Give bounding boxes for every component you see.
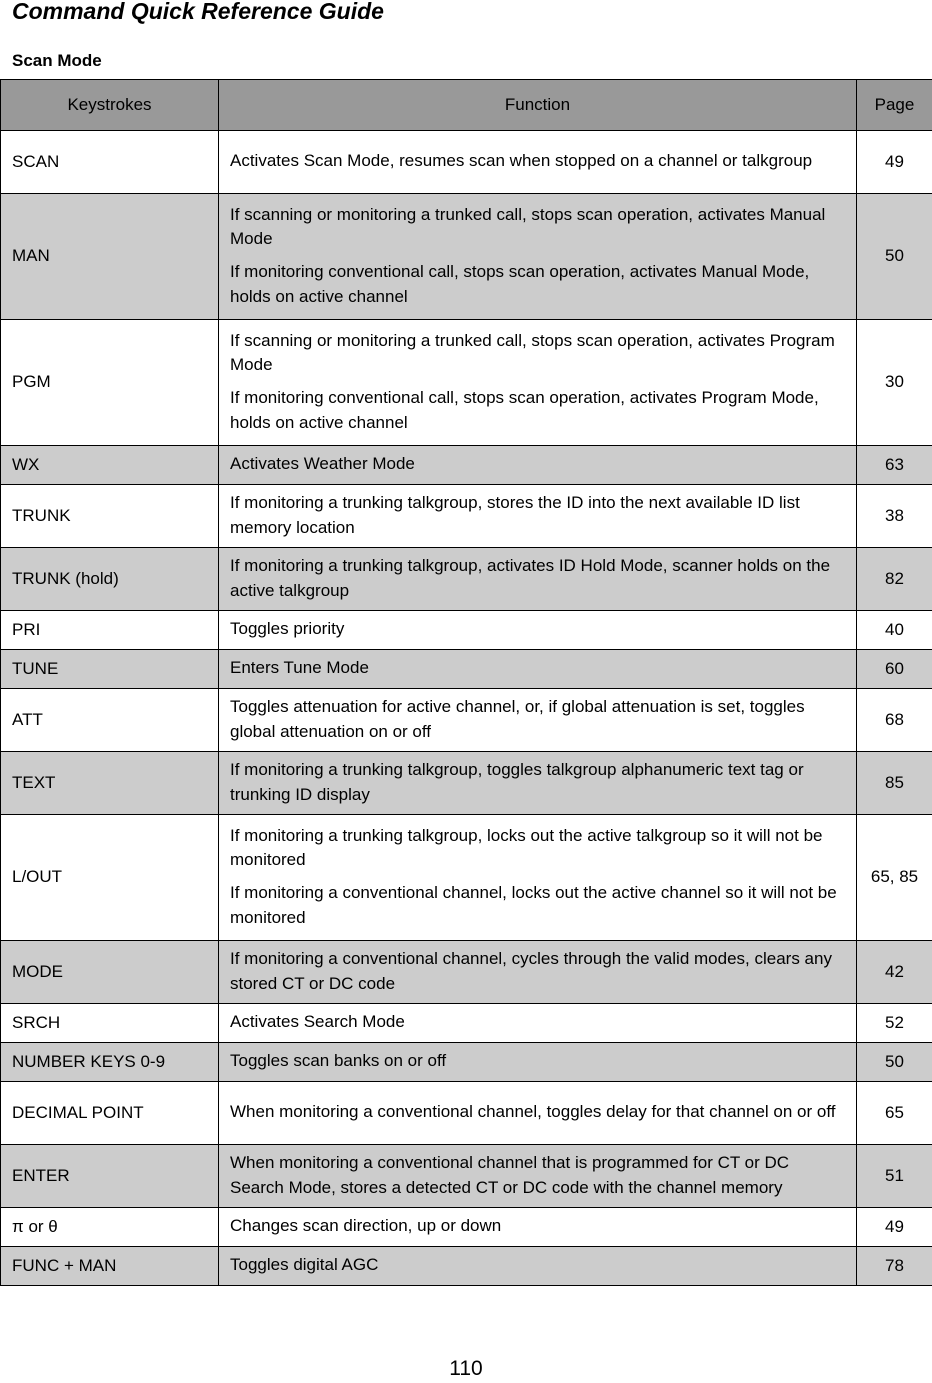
table-row: [1, 446, 932, 485]
function-cell: [219, 446, 857, 485]
table-row: [1, 485, 932, 548]
function-text: If monitoring a trunking talkgroup, activates ID Hold Mode, scanner holds on the active talkgroup: [230, 555, 831, 600]
page-number: 110: [449, 1357, 483, 1380]
function-text: If scanning or monitoring a trunked call, stops scan operation, activates Manual Mode: [230, 204, 826, 249]
function-text: If monitoring a trunking talkgroup, toggles talkgroup alphanumeric text tag or trunking ID display: [230, 759, 804, 804]
function-text: If scanning or monitoring a trunked call, stops scan operation, activates Program Mode: [230, 330, 835, 375]
keystroke-cell: FUNC + MAN: [1, 1247, 219, 1286]
function-cell: [219, 320, 857, 446]
keystroke-cell: PRI: [1, 611, 219, 650]
function-text: When monitoring a conventional channel, toggles delay for that channel on or off: [230, 1102, 836, 1122]
page-cell: 49: [857, 1208, 932, 1247]
function-text: When monitoring a conventional channel that is programmed for CT or DC Search Mode, stores a detected CT or DC code with the channel memory: [230, 1152, 790, 1197]
function-cell: [219, 941, 857, 1004]
function-text: Activates Weather Mode: [230, 454, 415, 474]
function-text: Changes scan direction, up or down: [230, 1216, 502, 1236]
function-cell: [219, 815, 857, 941]
keystroke-cell: MAN: [1, 194, 219, 320]
page-cell: 65: [857, 1082, 932, 1145]
table-row: [1, 320, 932, 446]
function-cell: [219, 194, 857, 320]
function-cell: [219, 1082, 857, 1145]
keystroke-cell: PGM: [1, 320, 219, 446]
keystroke-cell: MODE: [1, 941, 219, 1004]
table-row: [1, 1145, 932, 1208]
function-text: Activates Search Mode: [230, 1012, 405, 1032]
function-text: Toggles digital AGC: [230, 1255, 379, 1275]
keystroke-cell: TEXT: [1, 752, 219, 815]
keystroke-cell: π or θ: [1, 1208, 219, 1247]
keystroke-cell: WX: [1, 446, 219, 485]
table-row: [1, 752, 932, 815]
table-row: [1, 1043, 932, 1082]
table-row: [1, 194, 932, 320]
keystroke-cell: DECIMAL POINT: [1, 1082, 219, 1145]
table-row: [1, 941, 932, 1004]
keystroke-cell: L/OUT: [1, 815, 219, 941]
keystroke-cell: TRUNK: [1, 485, 219, 548]
page-cell: 60: [857, 650, 932, 689]
keystroke-cell: ENTER: [1, 1145, 219, 1208]
table-body: [1, 131, 932, 1286]
page-cell: 40: [857, 611, 932, 650]
table-row: [1, 815, 932, 941]
table-row: [1, 548, 932, 611]
table-row: [1, 1004, 932, 1043]
function-text: If monitoring a trunking talkgroup, locks out the active talkgroup so it will not be monitored: [230, 825, 823, 870]
function-cell: [219, 689, 857, 752]
table-header-row: [1, 80, 932, 131]
function-cell: [219, 650, 857, 689]
keystroke-cell: SRCH: [1, 1004, 219, 1043]
page-cell: 51: [857, 1145, 932, 1208]
function-text: If monitoring a trunking talkgroup, stores the ID into the next available ID list memory location: [230, 492, 800, 537]
keystroke-cell: TUNE: [1, 650, 219, 689]
table-row: [1, 131, 932, 194]
page-cell: 42: [857, 941, 932, 1004]
function-text: If monitoring a conventional channel, cycles through the valid modes, clears any stored CT or DC code: [230, 948, 832, 993]
page-cell: 82: [857, 548, 932, 611]
page-cell: 85: [857, 752, 932, 815]
function-cell: [219, 1004, 857, 1043]
keystroke-cell: TRUNK (hold): [1, 548, 219, 611]
keystroke-cell: ATT: [1, 689, 219, 752]
function-text: If monitoring a conventional channel, locks out the active channel so it will not be monitored: [230, 883, 837, 927]
function-cell: [219, 131, 857, 194]
page-cell: 49: [857, 131, 932, 194]
header-function: Function: [219, 80, 857, 131]
function-text: Toggles priority: [230, 619, 345, 639]
function-text: If monitoring conventional call, stops scan operation, activates Manual Mode, holds on active channel: [230, 262, 810, 306]
page-cell: 38: [857, 485, 932, 548]
page-cell: 50: [857, 194, 932, 320]
function-cell: [219, 1247, 857, 1286]
table-row: [1, 650, 932, 689]
page-cell: 63: [857, 446, 932, 485]
function-cell: [219, 752, 857, 815]
function-cell: [219, 485, 857, 548]
function-text: Activates Scan Mode, resumes scan when stopped on a channel or talkgroup: [230, 151, 813, 171]
page-cell: 78: [857, 1247, 932, 1286]
function-cell: [219, 1043, 857, 1082]
table-row: [1, 689, 932, 752]
page-cell: 50: [857, 1043, 932, 1082]
function-cell: [219, 548, 857, 611]
page-cell: 30: [857, 320, 932, 446]
function-text: If monitoring conventional call, stops scan operation, activates Program Mode, holds on active channel: [230, 388, 819, 432]
function-text: Toggles attenuation for active channel, or, if global attenuation is set, toggles global attenuation on or off: [230, 696, 805, 741]
command-reference-table: [0, 79, 932, 1286]
table-row: [1, 1208, 932, 1247]
header-page: Page: [857, 80, 932, 131]
table-row: [1, 1247, 932, 1286]
keystroke-cell: SCAN: [1, 131, 219, 194]
document-title: Command Quick Reference Guide: [12, 0, 384, 24]
function-cell: [219, 1145, 857, 1208]
table-row: [1, 611, 932, 650]
function-text: Enters Tune Mode: [230, 658, 369, 678]
function-cell: [219, 1208, 857, 1247]
table-row: [1, 1082, 932, 1145]
page-cell: 68: [857, 689, 932, 752]
page-cell: 52: [857, 1004, 932, 1043]
header-keystrokes: Keystrokes: [1, 80, 219, 131]
page-cell: 65, 85: [857, 815, 932, 941]
section-title: Scan Mode: [12, 51, 102, 70]
function-text: Toggles scan banks on or off: [230, 1051, 447, 1071]
keystroke-cell: NUMBER KEYS 0-9: [1, 1043, 219, 1082]
function-cell: [219, 611, 857, 650]
